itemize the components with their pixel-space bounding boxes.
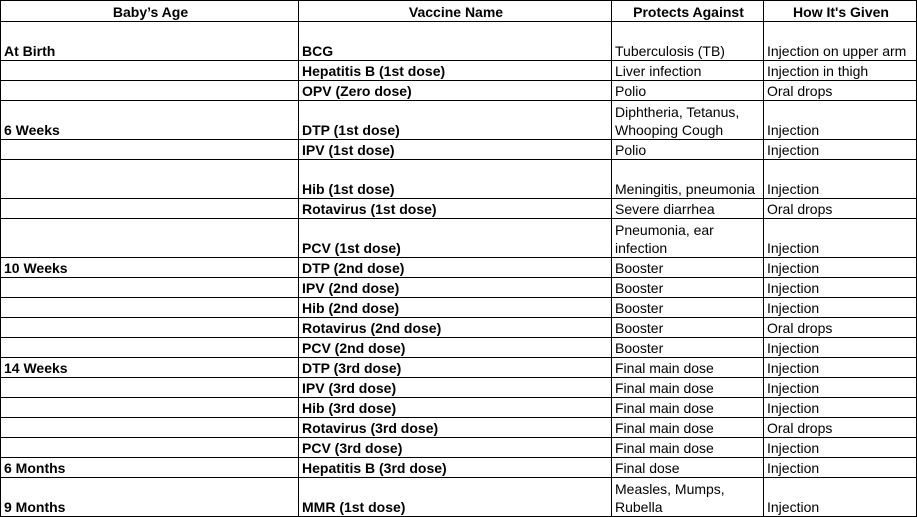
vaccine-name-cell: DTP (1st dose) bbox=[299, 101, 612, 140]
table-row bbox=[1, 101, 917, 140]
protects-against-cell: Booster bbox=[612, 298, 764, 318]
table-row bbox=[1, 219, 917, 258]
how-given-cell: Oral drops bbox=[764, 318, 917, 338]
age-cell bbox=[1, 219, 299, 258]
vaccine-name-cell: IPV (3rd dose) bbox=[299, 378, 612, 398]
how-given-cell: Injection bbox=[764, 101, 917, 140]
table-row bbox=[1, 22, 917, 61]
protects-against-cell: Booster bbox=[612, 278, 764, 298]
table-row bbox=[1, 61, 917, 81]
age-cell bbox=[1, 199, 299, 219]
table-row bbox=[1, 81, 917, 101]
table-row bbox=[1, 378, 917, 398]
vaccine-name-cell: Hib (3rd dose) bbox=[299, 398, 612, 418]
age-cell: 6 Weeks bbox=[1, 101, 299, 140]
table-row bbox=[1, 418, 917, 438]
vaccine-name-cell: PCV (3rd dose) bbox=[299, 438, 612, 458]
vaccine-name-cell: Hepatitis B (3rd dose) bbox=[299, 458, 612, 478]
table-row bbox=[1, 458, 917, 478]
vaccine-name-cell: IPV (2nd dose) bbox=[299, 278, 612, 298]
how-given-cell: Injection in thigh bbox=[764, 61, 917, 81]
protects-against-cell: Final main dose bbox=[612, 358, 764, 378]
table-row bbox=[1, 358, 917, 378]
age-cell bbox=[1, 398, 299, 418]
age-cell: 6 Months bbox=[1, 458, 299, 478]
vaccine-name-cell: Hepatitis B (1st dose) bbox=[299, 61, 612, 81]
vaccine-name-cell: DTP (3rd dose) bbox=[299, 358, 612, 378]
table-row bbox=[1, 199, 917, 219]
protects-against-cell: Final main dose bbox=[612, 378, 764, 398]
how-given-cell: Injection bbox=[764, 338, 917, 358]
protects-against-cell: Final dose bbox=[612, 458, 764, 478]
age-cell: At Birth bbox=[1, 22, 299, 61]
table-row bbox=[1, 278, 917, 298]
table-header bbox=[1, 1, 917, 22]
how-given-cell: Injection bbox=[764, 438, 917, 458]
protects-against-cell: Final main dose bbox=[612, 398, 764, 418]
table-row bbox=[1, 398, 917, 418]
protects-against-cell: Booster bbox=[612, 338, 764, 358]
age-cell: 9 Months bbox=[1, 478, 299, 517]
age-cell bbox=[1, 298, 299, 318]
how-given-cell: Injection bbox=[764, 278, 917, 298]
how-given-cell: Oral drops bbox=[764, 81, 917, 101]
age-cell: 10 Weeks bbox=[1, 258, 299, 278]
vaccine-name-cell: Hib (2nd dose) bbox=[299, 298, 612, 318]
protects-against-cell: Pneumonia, ear infection bbox=[612, 219, 764, 258]
age-cell bbox=[1, 438, 299, 458]
protects-against-cell: Final main dose bbox=[612, 438, 764, 458]
header-how-its-given: How It's Given bbox=[764, 1, 917, 22]
how-given-cell: Injection bbox=[764, 378, 917, 398]
how-given-cell: Oral drops bbox=[764, 199, 917, 219]
table-row bbox=[1, 160, 917, 199]
age-cell bbox=[1, 278, 299, 298]
protects-against-cell: Severe diarrhea bbox=[612, 199, 764, 219]
vaccine-name-cell: BCG bbox=[299, 22, 612, 61]
vaccine-name-cell: IPV (1st dose) bbox=[299, 140, 612, 160]
protects-against-cell: Tuberculosis (TB) bbox=[612, 22, 764, 61]
protects-against-cell: Diphtheria, Tetanus, Whooping Cough bbox=[612, 101, 764, 140]
how-given-cell: Injection bbox=[764, 219, 917, 258]
how-given-cell: Injection bbox=[764, 140, 917, 160]
table-body bbox=[1, 22, 917, 517]
age-cell bbox=[1, 61, 299, 81]
protects-against-cell: Polio bbox=[612, 140, 764, 160]
protects-against-cell: Liver infection bbox=[612, 61, 764, 81]
protects-against-cell: Final main dose bbox=[612, 418, 764, 438]
age-cell bbox=[1, 81, 299, 101]
protects-against-cell: Polio bbox=[612, 81, 764, 101]
vaccine-name-cell: OPV (Zero dose) bbox=[299, 81, 612, 101]
age-cell bbox=[1, 338, 299, 358]
protects-against-cell: Meningitis, pneumonia bbox=[612, 160, 764, 199]
how-given-cell: Injection bbox=[764, 298, 917, 318]
age-cell bbox=[1, 140, 299, 160]
vaccine-name-cell: PCV (1st dose) bbox=[299, 219, 612, 258]
table-row bbox=[1, 258, 917, 278]
protects-against-cell: Booster bbox=[612, 258, 764, 278]
age-cell bbox=[1, 160, 299, 199]
how-given-cell: Injection bbox=[764, 478, 917, 517]
how-given-cell: Injection bbox=[764, 258, 917, 278]
vaccine-name-cell: Rotavirus (2nd dose) bbox=[299, 318, 612, 338]
how-given-cell: Injection on upper arm bbox=[764, 22, 917, 61]
vaccine-name-cell: MMR (1st dose) bbox=[299, 478, 612, 517]
table-row bbox=[1, 438, 917, 458]
age-cell bbox=[1, 418, 299, 438]
how-given-cell: Oral drops bbox=[764, 418, 917, 438]
table-row bbox=[1, 298, 917, 318]
table-row bbox=[1, 318, 917, 338]
table-row bbox=[1, 478, 917, 517]
table-row bbox=[1, 338, 917, 358]
age-cell: 14 Weeks bbox=[1, 358, 299, 378]
vaccine-name-cell: Rotavirus (1st dose) bbox=[299, 199, 612, 219]
vaccine-name-cell: Hib (1st dose) bbox=[299, 160, 612, 199]
age-cell bbox=[1, 318, 299, 338]
vaccine-name-cell: PCV (2nd dose) bbox=[299, 338, 612, 358]
vaccine-name-cell: Rotavirus (3rd dose) bbox=[299, 418, 612, 438]
vaccine-name-cell: DTP (2nd dose) bbox=[299, 258, 612, 278]
header-babys-age: Baby’s Age bbox=[1, 1, 299, 22]
how-given-cell: Injection bbox=[764, 358, 917, 378]
header-row bbox=[1, 1, 917, 22]
how-given-cell: Injection bbox=[764, 160, 917, 199]
how-given-cell: Injection bbox=[764, 398, 917, 418]
header-vaccine-name: Vaccine Name bbox=[299, 1, 612, 22]
header-protects-against: Protects Against bbox=[612, 1, 764, 22]
protects-against-cell: Booster bbox=[612, 318, 764, 338]
age-cell bbox=[1, 378, 299, 398]
how-given-cell: Injection bbox=[764, 458, 917, 478]
table-row bbox=[1, 140, 917, 160]
protects-against-cell: Measles, Mumps, Rubella bbox=[612, 478, 764, 517]
